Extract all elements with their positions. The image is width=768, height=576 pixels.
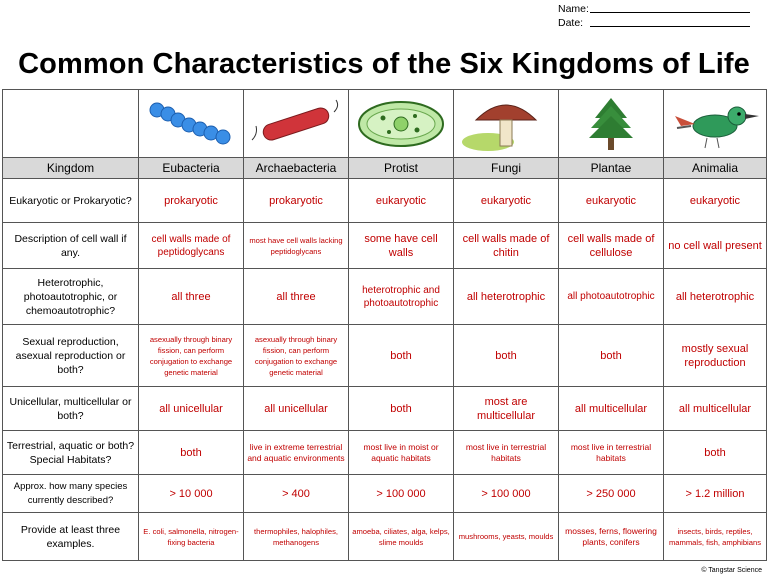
answer-cell: both: [139, 431, 244, 475]
answer-cell: cell walls made of chitin: [454, 223, 559, 269]
answer-cell: some have cell walls: [349, 223, 454, 269]
answer-cell: > 100 000: [454, 475, 559, 513]
protist-image: [349, 90, 454, 158]
answer-cell: cell walls made of peptidoglycans: [139, 223, 244, 269]
answer-cell: most live in terrestrial habitats: [559, 431, 664, 475]
table-row: [3, 513, 767, 561]
col-header-animalia: Animalia: [664, 158, 767, 179]
name-date-block: [558, 2, 750, 30]
answer-cell: most live in terrestrial habitats: [454, 431, 559, 475]
answer-cell: all heterotrophic: [664, 269, 767, 325]
col-header-plantae: Plantae: [559, 158, 664, 179]
col-header-protist: Protist: [349, 158, 454, 179]
table-row: [3, 475, 767, 513]
answer-cell: > 400: [244, 475, 349, 513]
copyright-footer: © Tangstar Science: [701, 567, 762, 574]
kingdoms-table: [2, 89, 767, 561]
answer-cell: mostly sexual reproduction: [664, 325, 767, 387]
answer-cell: most live in moist or aquatic habitats: [349, 431, 454, 475]
answer-cell: eukaryotic: [664, 179, 767, 223]
row-question: Provide at least three examples.: [3, 513, 139, 561]
answer-cell: all unicellular: [139, 387, 244, 431]
fungi-image: [454, 90, 559, 158]
answer-cell: amoeba, ciliates, alga, kelps, slime moulds: [349, 513, 454, 561]
answer-cell: both: [349, 325, 454, 387]
answer-cell: insects, birds, reptiles, mammals, fish, amphibians: [664, 513, 767, 561]
eubacteria-image: [139, 90, 244, 158]
answer-cell: both: [559, 325, 664, 387]
date-field[interactable]: [590, 16, 750, 27]
answer-cell: most have cell walls lacking peptidoglycans: [244, 223, 349, 269]
row-question: Description of cell wall if any.: [3, 223, 139, 269]
name-field[interactable]: [590, 2, 750, 13]
name-label: Name:: [558, 3, 589, 15]
row-question: Terrestrial, aquatic or both? Special Habitats?: [3, 431, 139, 475]
table-row: [3, 269, 767, 325]
header-row: [3, 158, 767, 179]
answer-cell: asexually through binary fission, can perform conjugation to exchange genetic material: [139, 325, 244, 387]
answer-cell: prokaryotic: [139, 179, 244, 223]
empty-corner-cell: [3, 90, 139, 158]
table-row: [3, 325, 767, 387]
answer-cell: live in extreme terrestrial and aquatic environments: [244, 431, 349, 475]
animalia-image: [664, 90, 767, 158]
answer-cell: both: [664, 431, 767, 475]
answer-cell: all multicellular: [664, 387, 767, 431]
answer-cell: > 10 000: [139, 475, 244, 513]
answer-cell: all three: [244, 269, 349, 325]
answer-cell: mosses, ferns, flowering plants, conifers: [559, 513, 664, 561]
table-row: [3, 223, 767, 269]
row-question: Eukaryotic or Prokaryotic?: [3, 179, 139, 223]
page-title: Common Characteristics of the Six Kingdoms of Life: [18, 48, 750, 80]
col-header-archaebacteria: Archaebacteria: [244, 158, 349, 179]
row-question: Approx. how many species currently described?: [3, 475, 139, 513]
answer-cell: all multicellular: [559, 387, 664, 431]
answer-cell: cell walls made of cellulose: [559, 223, 664, 269]
plantae-image: [559, 90, 664, 158]
answer-cell: eukaryotic: [559, 179, 664, 223]
image-row: [3, 90, 767, 158]
answer-cell: thermophiles, halophiles, methanogens: [244, 513, 349, 561]
table-row: [3, 179, 767, 223]
answer-cell: prokaryotic: [244, 179, 349, 223]
col-header-eubacteria: Eubacteria: [139, 158, 244, 179]
answer-cell: both: [454, 325, 559, 387]
answer-cell: no cell wall present: [664, 223, 767, 269]
answer-cell: eukaryotic: [454, 179, 559, 223]
answer-cell: all photoautotrophic: [559, 269, 664, 325]
answer-cell: > 250 000: [559, 475, 664, 513]
answer-cell: E. coli, salmonella, nitrogen-fixing bacteria: [139, 513, 244, 561]
col-header-fungi: Fungi: [454, 158, 559, 179]
answer-cell: all heterotrophic: [454, 269, 559, 325]
answer-cell: eukaryotic: [349, 179, 454, 223]
answer-cell: asexually through binary fission, can perform conjugation to exchange genetic material: [244, 325, 349, 387]
col-header-kingdom: Kingdom: [3, 158, 139, 179]
date-label: Date:: [558, 17, 584, 29]
answer-cell: mushrooms, yeasts, moulds: [454, 513, 559, 561]
answer-cell: heterotrophic and photoautotrophic: [349, 269, 454, 325]
answer-cell: > 1.2 million: [664, 475, 767, 513]
archaebacteria-image: [244, 90, 349, 158]
answer-cell: all three: [139, 269, 244, 325]
row-question: Unicellular, multicellular or both?: [3, 387, 139, 431]
table-row: [3, 431, 767, 475]
row-question: Sexual reproduction, asexual reproduction or both?: [3, 325, 139, 387]
answer-cell: all unicellular: [244, 387, 349, 431]
answer-cell: both: [349, 387, 454, 431]
row-question: Heterotrophic, photoautotrophic, or chemoautotrophic?: [3, 269, 139, 325]
answer-cell: > 100 000: [349, 475, 454, 513]
answer-cell: most are multicellular: [454, 387, 559, 431]
table-row: [3, 387, 767, 431]
